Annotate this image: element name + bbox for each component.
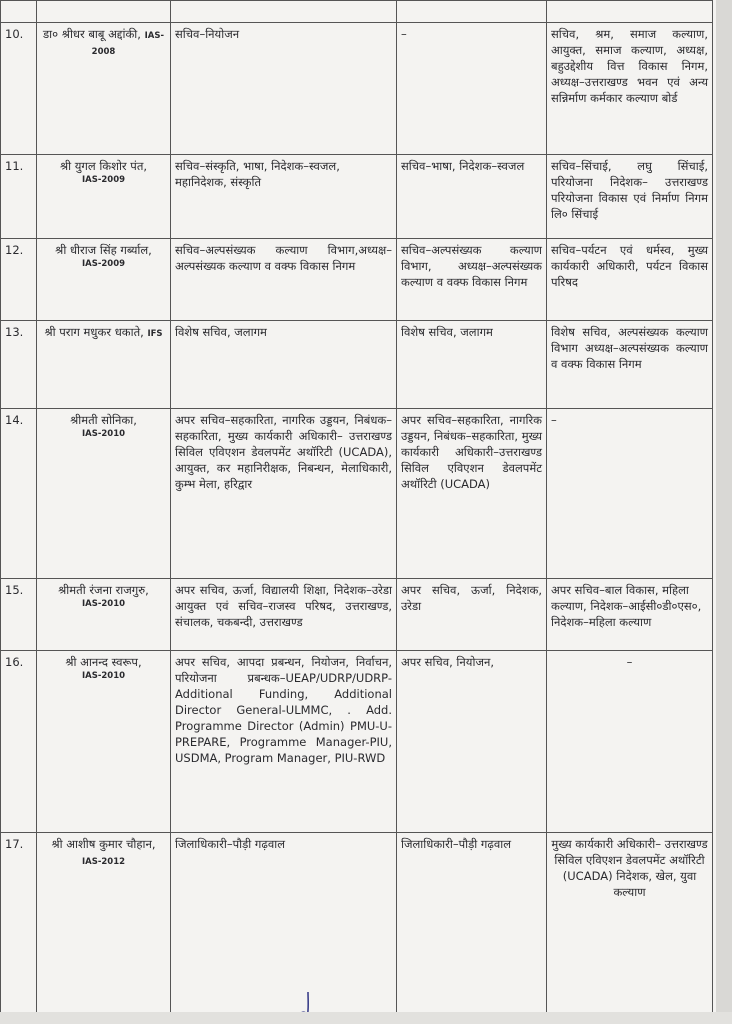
serial-number: 14.: [1, 409, 37, 579]
current-posting: अपर सचिव–सहकारिता, नागरिक उड्डयन, निबंधक–सहकारिता, मुख्य कार्यकारी अधिकारी– उत्तराखण्ड सिविल एविएशन डेवलपमेंट अथॉरिटी (UCADA), आयुक्त, कर महानिरीक्षक, निबन्धन, मेलाधिकारी, कुम्भ मेला, हरिद्वार: [171, 409, 397, 579]
page-bottom-edge: [0, 1012, 732, 1024]
retained-posting: –: [397, 23, 547, 155]
current-posting: सचिव–नियोजन: [171, 23, 397, 155]
table-row: [1, 579, 713, 651]
table-row: [1, 409, 713, 579]
officer-name: श्रीमती रंजना राजगुरु, IAS-2010: [37, 579, 171, 651]
page-edge-shadow: [716, 0, 732, 1024]
new-posting: सचिव–पर्यटन एवं धर्मस्व, मुख्य कार्यकारी अधिकारी, पर्यटन विकास परिषद: [547, 239, 713, 321]
officer-name: श्री आशीष कुमार चौहान, IAS-2012: [37, 833, 171, 1015]
header-cell-fragment: [397, 1, 547, 23]
retained-posting: अपर सचिव–सहकारिता, नागरिक उड्डयन, निबंधक–सहकारिता, मुख्य कार्यकारी अधिकारी–उत्तराखण्ड सिविल एविएशन डेवलपमेंट अथॉरिटी (UCADA): [397, 409, 547, 579]
officer-name: श्रीमती सोनिका, IAS-2010: [37, 409, 171, 579]
retained-posting: विशेष सचिव, जलागम: [397, 321, 547, 409]
service-batch: IAS-2010: [81, 599, 126, 609]
officer-name: डा० श्रीधर बाबू अद्दांकी, IAS-2008: [37, 23, 171, 155]
new-posting: सचिव, श्रम, समाज कल्याण, आयुक्त, समाज कल्याण, अध्यक्ष, बहुउद्देशीय वित्त विकास निगम, अध्यक्ष–उत्तराखण्ड भवन एवं अन्य सन्निर्माण कर्मकार कल्याण बोर्ड: [547, 23, 713, 155]
current-posting: अपर सचिव, आपदा प्रबन्धन, नियोजन, निर्वाचन, परियोजना प्रबन्धक–UEAP/UDRP/UDRP-Additional Funding, Additional Director General-ULMMC, . Add. Programme Director (Admin) PMU-U-PREPARE, Programme Manager-PIU, USDMA, Program Manager, PIU-RWD: [171, 651, 397, 833]
table-row: [1, 321, 713, 409]
serial-number: 10.: [1, 23, 37, 155]
new-posting: –: [547, 409, 713, 579]
retained-posting: सचिव–अल्पसंख्यक कल्याण विभाग, अध्यक्ष–अल्पसंख्यक कल्याण व वक्फ विकास निगम: [397, 239, 547, 321]
service-batch: IAS-2009: [81, 259, 126, 269]
header-cell-fragment: [547, 1, 713, 23]
serial-number: 11.: [1, 155, 37, 239]
service-batch: IAS-2008: [91, 31, 164, 57]
retained-posting: जिलाधिकारी–पौड़ी गढ़वाल: [397, 833, 547, 1015]
new-posting: सचिव–सिंचाई, लघु सिंचाई, परियोजना निदेशक– उत्तराखण्ड परियोजना विकास एवं निर्माण निगम लि० सिंचाई: [547, 155, 713, 239]
header-cell-fragment: [1, 1, 37, 23]
officer-name: श्री आनन्द स्वरूप, IAS-2010: [37, 651, 171, 833]
retained-posting: अपर सचिव, ऊर्जा, निदेशक, उरेडा: [397, 579, 547, 651]
table-row: [1, 155, 713, 239]
table-row: [1, 239, 713, 321]
table-row: [1, 651, 713, 833]
header-cell-fragment: [171, 1, 397, 23]
current-posting: जिलाधिकारी–पौड़ी गढ़वाल: [171, 833, 397, 1015]
serial-number: 15.: [1, 579, 37, 651]
current-posting: सचिव–संस्कृति, भाषा, निदेशक–स्वजल, महानिदेशक, संस्कृति: [171, 155, 397, 239]
service-batch: IAS-2012: [81, 857, 126, 867]
new-posting: विशेष सचिव, अल्पसंख्यक कल्याण विभाग अध्यक्ष–अल्पसंख्यक कल्याण व वक्फ विकास निगम: [547, 321, 713, 409]
serial-number: 17.: [1, 833, 37, 1015]
current-posting: अपर सचिव, ऊर्जा, विद्यालयी शिक्षा, निदेशक–उरेडा आयुक्त एवं सचिव–राजस्व परिषद, उत्तराखण्ड, संचालक, चकबन्दी, उत्तराखण्ड: [171, 579, 397, 651]
serial-number: 12.: [1, 239, 37, 321]
new-posting: –: [547, 651, 713, 833]
service-batch: IAS-2009: [81, 175, 126, 185]
current-posting: विशेष सचिव, जलागम: [171, 321, 397, 409]
table-row: [1, 833, 713, 1015]
new-posting: मुख्य कार्यकारी अधिकारी– उत्तराखण्ड सिविल एविएशन डेवलपमेंट अथॉरिटी (UCADA) निदेशक, खेल, युवा कल्याण: [547, 833, 713, 1015]
table-row: [1, 23, 713, 155]
retained-posting: अपर सचिव, नियोजन,: [397, 651, 547, 833]
header-cell-fragment: [37, 1, 171, 23]
service-batch: IAS-2010: [81, 429, 126, 439]
service-batch: IAS-2010: [81, 671, 126, 681]
officer-name: श्री युगल किशोर पंत, IAS-2009: [37, 155, 171, 239]
officer-name: श्री पराग मधुकर धकाते, IFS: [37, 321, 171, 409]
table-row: [1, 1, 713, 23]
service-batch: IFS: [147, 329, 163, 339]
serial-number: 16.: [1, 651, 37, 833]
current-posting: सचिव–अल्पसंख्यक कल्याण विभाग,अध्यक्ष–अल्पसंख्यक कल्याण व वक्फ विकास निगम: [171, 239, 397, 321]
officer-name: श्री धीराज सिंह गर्ब्याल, IAS-2009: [37, 239, 171, 321]
serial-number: 13.: [1, 321, 37, 409]
retained-posting: सचिव–भाषा, निदेशक–स्वजल: [397, 155, 547, 239]
new-posting: अपर सचिव–बाल विकास, महिला कल्याण, निदेशक–आईसी०डी०एस०, निदेशक–महिला कल्याण: [547, 579, 713, 651]
